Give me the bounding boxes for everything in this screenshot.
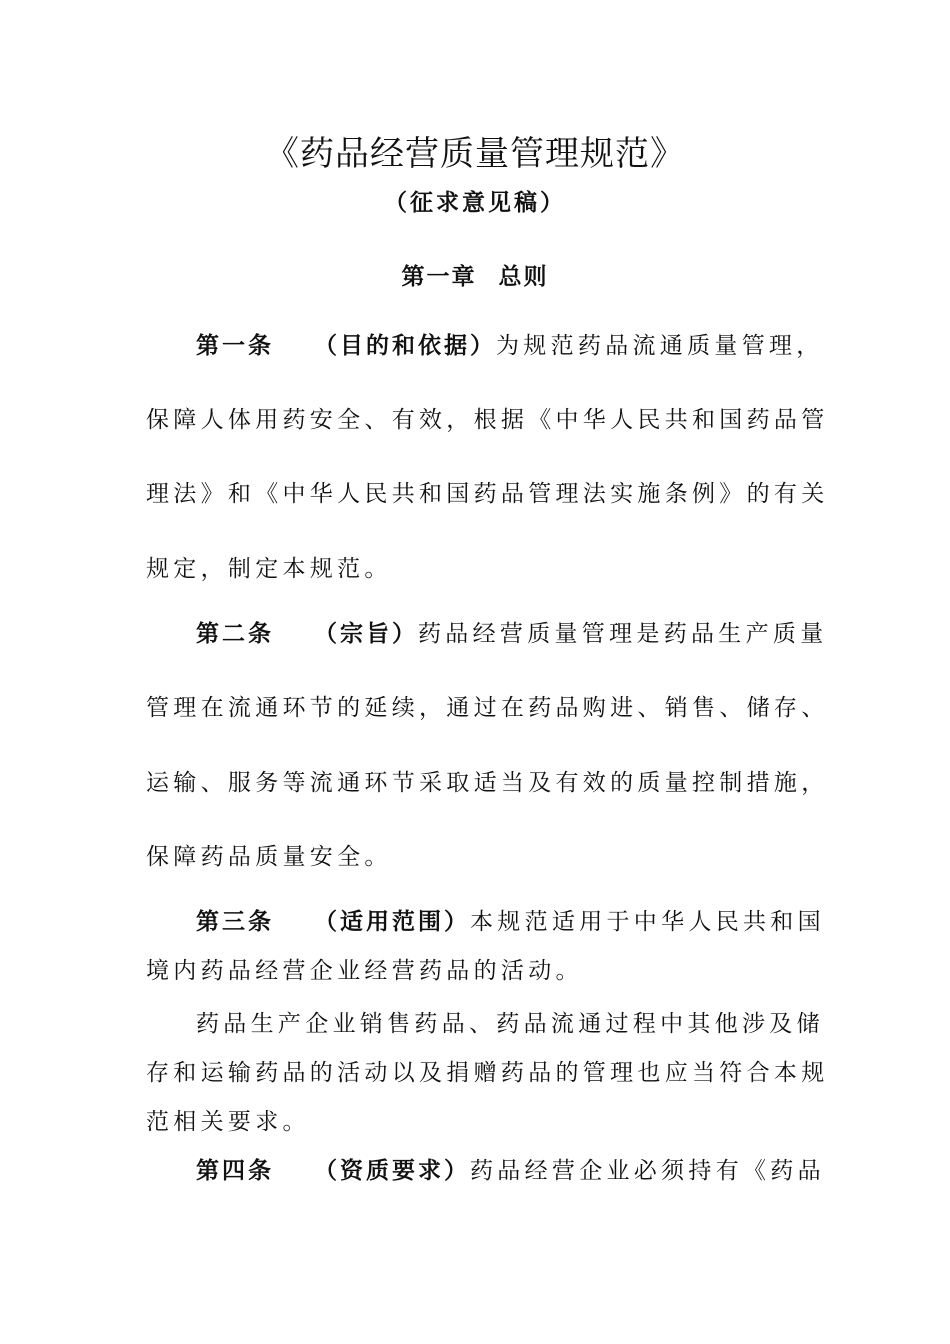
- article-4-heading: （资质要求）: [314, 1158, 470, 1184]
- article-2-line-2: 管理在流通环节的延续，通过在药品购进、销售、储存、: [146, 695, 829, 721]
- article-1-text: 为规范药品流通质量管理，: [496, 333, 824, 359]
- article-1-number: 第一条: [196, 333, 274, 359]
- chapter-number: 第一章: [401, 264, 477, 290]
- article-3-text: 本规范适用于中华人民共和国: [470, 909, 825, 935]
- article-3-line-2: 境内药品经营企业经营药品的活动。: [146, 958, 583, 984]
- article-3-first-line: [196, 907, 825, 937]
- article-1-line-4: 规定，制定本规范。: [146, 556, 392, 582]
- article-4-first-line: [196, 1156, 825, 1186]
- article-1-line-2: 保障人体用药安全、有效，根据《中华人民共和国药品管: [146, 407, 829, 433]
- article-2-line-3: 运输、服务等流通环节采取适当及有效的质量控制措施，: [146, 770, 829, 796]
- article-2-text: 药品经营质量管理是药品生产质量: [418, 621, 828, 647]
- article-3-extra-line-1: 药品生产企业销售药品、药品流通过程中其他涉及储: [196, 1011, 824, 1037]
- article-4-number: 第四条: [196, 1158, 274, 1184]
- article-3-heading: （适用范围）: [314, 909, 470, 935]
- document-title: 《药品经营质量管理规范》: [265, 134, 685, 174]
- article-1-line-3: 理法》和《中华人民共和国药品管理法实施条例》的有关: [146, 481, 829, 507]
- document-subtitle: （征求意见稿）: [384, 190, 566, 216]
- chapter-name: 总则: [498, 264, 549, 290]
- article-3-number: 第三条: [196, 909, 274, 935]
- article-1-heading: （目的和依据）: [314, 333, 496, 359]
- article-2-heading: （宗旨）: [314, 621, 418, 647]
- article-2-number: 第二条: [196, 621, 274, 647]
- article-2-line-4: 保障药品质量安全。: [146, 844, 392, 870]
- article-3-extra-line-3: 范相关要求。: [146, 1109, 310, 1135]
- chapter-heading: [0, 258, 950, 291]
- article-3-extra-line-2: 存和运输药品的活动以及捐赠药品的管理也应当符合本规: [146, 1060, 829, 1086]
- article-4-text: 药品经营企业必须持有《药品: [470, 1158, 825, 1184]
- article-1-first-line: [196, 331, 824, 361]
- article-2-first-line: [196, 619, 828, 649]
